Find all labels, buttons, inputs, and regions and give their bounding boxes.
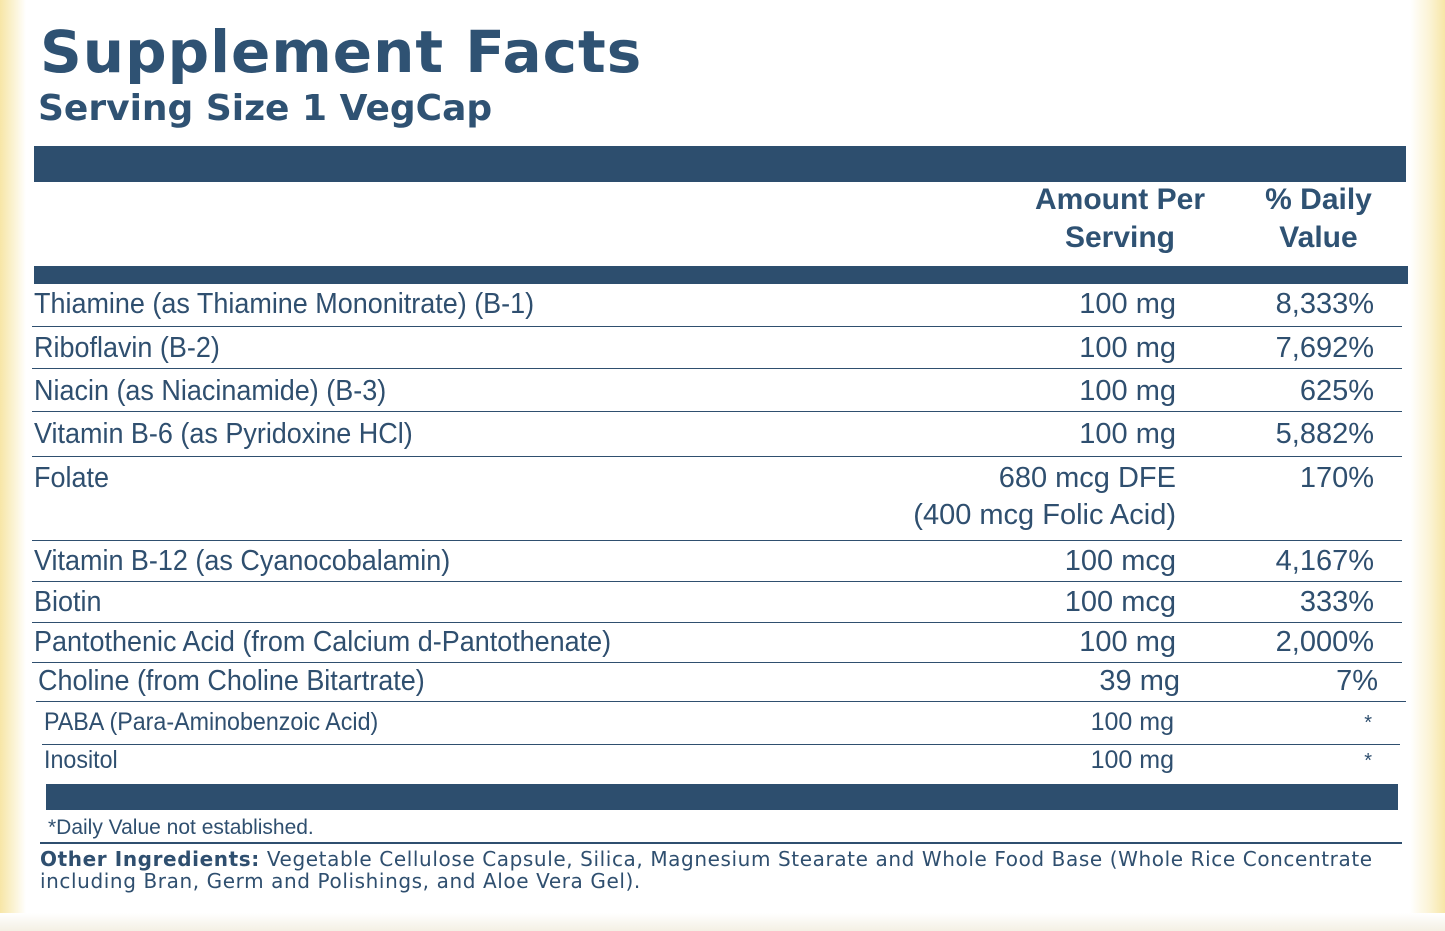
nutrient-row-niacin [32, 375, 1402, 412]
nutrient-daily-value: 170% [1299, 462, 1374, 494]
nutrient-name: Biotin [34, 586, 102, 618]
nutrient-daily-value: 7% [1336, 665, 1378, 697]
serving-size: Serving Size 1 VegCap [38, 88, 493, 129]
daily-value-column-header [1256, 181, 1381, 257]
nutrient-daily-value: 5,882% [1275, 418, 1374, 450]
column-header-divider-bar [34, 266, 1408, 284]
nutrient-amount: 100 mg [1079, 626, 1176, 658]
nutrient-name: Niacin (as Niacinamide) (B-3) [34, 375, 387, 407]
nutrient-amount: 100 mg [1079, 288, 1176, 320]
nutrient-daily-value: 333% [1299, 586, 1374, 618]
other-ingredients [40, 848, 1380, 892]
nutrient-name: Folate [34, 462, 109, 494]
nutrient-name: Pantothenic Acid (from Calcium d-Pantothenate) [34, 626, 612, 658]
nutrient-name: Vitamin B-6 (as Pyridoxine HCl) [34, 418, 413, 450]
nutrient-row-pantothenic-acid [32, 626, 1402, 663]
nutrient-row-choline [36, 665, 1406, 702]
daily-value-footnote: *Daily Value not established. [48, 816, 314, 839]
nutrient-daily-value: 7,692% [1275, 332, 1374, 364]
nutrient-name: Thiamine (as Thiamine Mononitrate) (B-1) [34, 288, 535, 320]
nutrient-row-paba [42, 708, 1400, 745]
footer-bar [46, 784, 1398, 810]
footnote-divider [40, 842, 1402, 844]
nutrient-amount: 680 mcg DFE [998, 462, 1176, 494]
nutrient-name: Vitamin B-12 (as Cyanocobalamin) [34, 545, 451, 577]
nutrient-row-vitamin-b6 [32, 418, 1402, 457]
panel-title: Supplement Facts [40, 18, 643, 86]
nutrient-daily-value: * [1364, 712, 1372, 734]
dv-header-line-1: % Daily [1265, 183, 1372, 216]
nutrient-daily-value: * [1364, 750, 1372, 772]
nutrient-amount: 100 mcg [1064, 545, 1176, 577]
nutrient-amount: 39 mg [1099, 665, 1180, 697]
nutrient-amount: 100 mg [1090, 708, 1174, 736]
nutrient-name: Choline (from Choline Bitartrate) [38, 665, 425, 697]
nutrient-amount-group [913, 462, 1176, 532]
nutrient-row-riboflavin [32, 332, 1402, 369]
nutrient-row-inositol [42, 746, 1400, 780]
nutrient-amount-detail: (400 mcg Folic Acid) [913, 499, 1176, 531]
nutrient-row-vitamin-b12 [32, 545, 1402, 582]
nutrient-daily-value: 625% [1299, 375, 1374, 407]
nutrient-amount: 100 mg [1079, 332, 1176, 364]
nutrient-amount: 100 mcg [1064, 586, 1176, 618]
amount-header-line-1: Amount Per [1034, 183, 1205, 216]
other-ingredients-text: Vegetable Cellulose Capsule, Silica, Magnesium Stearate and Whole Food Base (Whole Rice Concentrate including Bran, Germ and Polishings, and Aloe Vera Gel). [40, 847, 1373, 893]
amount-column-header [1030, 181, 1210, 257]
other-ingredients-label: Other Ingredients: [40, 847, 260, 871]
nutrient-daily-value: 8,333% [1275, 288, 1374, 320]
nutrient-row-folate [32, 462, 1402, 541]
nutrient-amount: 100 mg [1079, 418, 1176, 450]
nutrient-row-thiamine [32, 288, 1402, 327]
nutrient-daily-value: 2,000% [1275, 626, 1374, 658]
nutrient-name: Inositol [44, 746, 118, 774]
dv-header-line-2: Value [1279, 221, 1358, 254]
amount-header-line-2: Serving [1064, 221, 1176, 254]
nutrient-row-biotin [32, 586, 1402, 623]
nutrient-amount: 100 mg [1079, 375, 1176, 407]
nutrient-name: Riboflavin (B-2) [34, 332, 220, 364]
nutrient-name: PABA (Para-Aminobenzoic Acid) [44, 708, 379, 736]
nutrient-daily-value: 4,167% [1275, 545, 1374, 577]
nutrient-amount: 100 mg [1090, 746, 1174, 774]
header-bar [34, 146, 1406, 182]
